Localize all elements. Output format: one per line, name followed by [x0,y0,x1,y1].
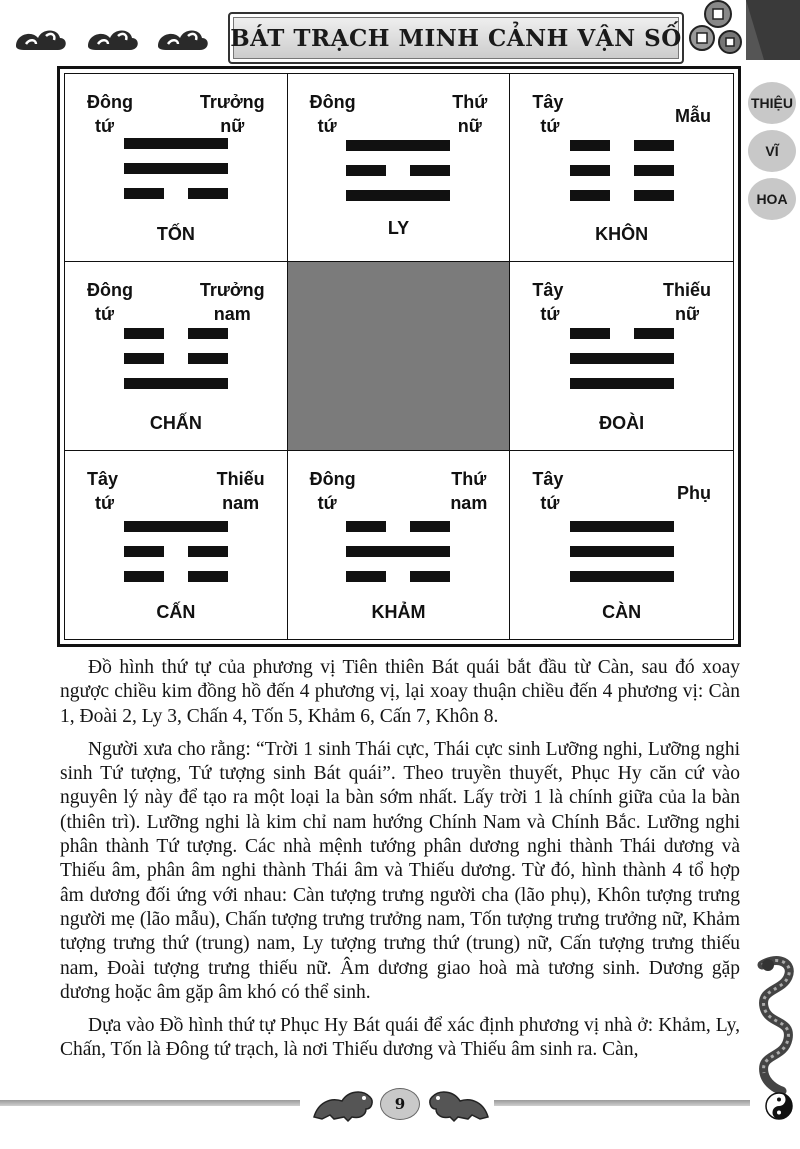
yin-line [124,328,228,339]
line-segment [124,328,164,339]
line-segment [570,165,610,176]
yin-line [570,190,674,201]
trigram-name: LY [387,218,410,239]
paragraph: Dựa vào Đồ hình thứ tự Phục Hy Bát quái để xác định phương vị nhà ở: Khảm, Ly, Chấn, Tốn là Đông tứ trạch, là nơi Thiếu dương và Thiếu âm sinh ra. Càn, [60,1015,740,1061]
family-role-word: Thiếu [663,280,711,301]
direction-group-word: Đông [309,92,356,112]
family-role-word: nữ [457,116,482,136]
family-role-label [450,467,487,515]
family-role-word: nam [450,492,488,513]
line-segment [410,571,450,582]
family-role-label [200,278,265,326]
direction-group-word: Tây [532,92,564,112]
footer-rule-right [494,1100,750,1106]
family-role-label [675,104,711,128]
yin-line [346,521,450,532]
family-role-label [217,467,265,515]
yang-line [570,353,674,364]
trigram-cell-kham [288,451,511,639]
family-role-word: Thứ [452,92,488,112]
direction-group-label [87,278,133,326]
line-segment [346,571,386,582]
paragraph: Đồ hình thứ tự của phương vị Tiên thiên Bát quái bắt đầu từ Càn, sau đó xoay ngược chiều kim đồng hồ đến 4 phương vị, lại xoay thuận chiều đến 4 phương vị: Càn 1, Đoài 2, Ly 3, Chấn 4, Tốn 5, Khảm 6, Cấn 7, Khôn 8. [60,657,740,727]
header-banner [228,12,684,64]
direction-group-word: tứ [95,116,115,136]
yin-yang-icon [765,1092,793,1120]
family-role-label [663,278,711,326]
family-role-word: nam [213,304,251,325]
line-segment [188,353,228,364]
yang-line [570,378,674,389]
trigram-symbol [124,328,228,403]
family-role-word: Mẫu [675,106,711,126]
line-segment [188,546,228,557]
side-tab-word: THIỆU [748,82,796,124]
line-segment [124,546,164,557]
trigram-symbol [570,328,674,403]
trigram-name: CÀN [602,601,642,622]
trigram-symbol [346,140,450,215]
direction-group-label [310,90,356,138]
page-number: 9 [394,1095,406,1113]
yang-line [124,378,228,389]
line-segment [346,546,450,557]
trigram-name: KHẢM [371,601,426,622]
direction-group-word: tứ [317,492,337,513]
yang-line [124,521,228,532]
trigram-cell-chan [65,262,288,450]
family-role-label [452,90,487,138]
line-segment [634,140,674,151]
trigram-grid [64,73,734,640]
line-segment [124,353,164,364]
side-tab-word: VĨ [748,130,796,172]
line-segment [124,138,228,149]
trigram-cell-ly [288,74,511,262]
trigram-name: ĐOÀI [599,412,645,433]
line-segment [346,521,386,532]
direction-group-label [532,278,563,326]
trigram-symbol [570,521,674,596]
yang-line [570,571,674,582]
line-segment [346,140,450,151]
trigram-cell-khon [510,74,733,262]
line-segment [124,188,164,199]
side-tab-author [748,82,796,220]
direction-group-label [87,90,133,138]
direction-group-word: Đông [309,468,356,489]
line-segment [410,521,450,532]
direction-group-word: tứ [95,492,115,513]
family-role-word: Thiếu [216,468,265,489]
yang-line [346,546,450,557]
side-tab-word: HOA [748,178,796,220]
line-segment [124,571,164,582]
direction-group-word: Tây [532,280,564,301]
line-segment [570,353,674,364]
yin-line [570,140,674,151]
qilin-ornament-icon [308,1083,380,1123]
direction-group-label [310,467,356,515]
body-text [60,656,740,1072]
line-segment [570,140,610,151]
yin-line [124,571,228,582]
line-segment [188,571,228,582]
direction-group-word: Tây [532,468,564,489]
direction-group-word: tứ [317,116,337,136]
trigram-symbol [124,138,228,213]
cloud-ornament-icon [154,22,212,56]
dragon-ornament-icon [748,955,798,1095]
page-title: BÁT TRẠCH MINH CẢNH VẬN SỐ [230,24,682,52]
line-segment [634,190,674,201]
line-segment [570,571,674,582]
footer-rule-left [0,1100,300,1106]
coins-compass-icon [686,0,800,60]
trigram-name: CHẤN [149,412,202,433]
direction-group-label [87,467,118,515]
direction-group-word: tứ [540,304,560,325]
family-role-word: Phụ [677,482,711,503]
yang-line [570,521,674,532]
line-segment [570,328,610,339]
direction-group-word: Tây [87,468,119,489]
trigram-name: TỐN [156,224,195,245]
direction-group-word: Đông [87,92,133,112]
family-role-word: nữ [220,116,245,136]
line-segment [124,163,228,174]
yin-line [346,165,450,176]
trigram-cell-doai [510,262,733,450]
cloud-ornament-icon [12,22,70,56]
trigram-name: KHÔN [595,224,649,245]
cloud-ornament-icon [84,22,142,56]
paragraph: Người xưa cho rằng: “Trời 1 sinh Thái cực, Thái cực sinh Lưỡng nghi, Lưỡng nghi sinh Tứ tượng, Tứ tượng sinh Bát quái”. Theo truyền thuyết, Phục Hy căn cứ vào nguyên lý này để tạo ra một loại la bàn sớm nhất. Lấy trời 1 là chính giữa của la bàn (thiên trì). Lưỡng nghi là kim chỉ nam hướng Chính Nam và Chính Bắc. Lưỡng nghi phân thành Tứ tượng. Các nhà mệnh tướng phân dương nghi thành Thái dương và Thiếu âm, phân âm nghi thành Thái âm và Thiếu dương. Từ đó, hình thành 4 tổ hợp âm dương đối ứng với nhau: Càn tượng trưng người cha (lão phụ), Khôn tượng trưng người mẹ (lão mẫu), Chấn tượng trưng trưởng nam, Tốn tượng trưng trưởng nữ, Khảm tượng trưng thứ (trung) nam, Ly tượng trưng thứ (trung) nữ, Cấn tượng trưng thiếu nam, Đoài tượng trưng thiếu nữ. Âm dương giao hoà mà tương sinh. Dương gặp dương hoặc âm gặp âm khó có thể sinh. [60,738,740,1003]
trigram-diagram [57,66,741,647]
family-role-label [200,90,265,138]
line-segment [124,521,228,532]
qilin-ornament-icon [422,1083,494,1123]
yin-line [124,188,228,199]
direction-group-label [532,90,563,138]
line-segment [188,328,228,339]
family-role-word: nữ [674,304,700,325]
yin-line [124,353,228,364]
line-segment [346,165,386,176]
family-role-word: Trưởng [199,280,265,301]
line-segment [570,190,610,201]
family-role-word: nam [222,492,260,513]
trigram-cell-ton [65,74,288,262]
yin-line [124,546,228,557]
trigram-symbol [124,521,228,596]
trigram-symbol [346,521,450,596]
yang-line [124,138,228,149]
line-segment [410,165,450,176]
trigram-name: CẤN [156,601,196,622]
yin-line [570,165,674,176]
yang-line [124,163,228,174]
trigram-symbol [570,140,674,215]
direction-group-word: tứ [540,492,560,513]
page-number-badge [380,1088,420,1120]
line-segment [570,378,674,389]
direction-group-word: tứ [95,304,115,325]
yin-line [346,571,450,582]
line-segment [346,190,450,201]
trigram-cell-can-heaven [510,451,733,639]
line-segment [634,328,674,339]
family-role-word: Thứ [451,468,487,489]
yang-line [346,140,450,151]
line-segment [124,378,228,389]
center-cell [288,262,511,450]
line-segment [570,546,674,557]
line-segment [634,165,674,176]
direction-group-word: tứ [540,116,560,136]
family-role-label [677,481,711,505]
yin-line [570,328,674,339]
yang-line [570,546,674,557]
direction-group-label [532,467,563,515]
line-segment [570,521,674,532]
line-segment [188,188,228,199]
family-role-word: Trưởng [199,92,265,112]
yang-line [346,190,450,201]
trigram-cell-can-mountain [65,451,288,639]
direction-group-word: Đông [87,280,133,301]
